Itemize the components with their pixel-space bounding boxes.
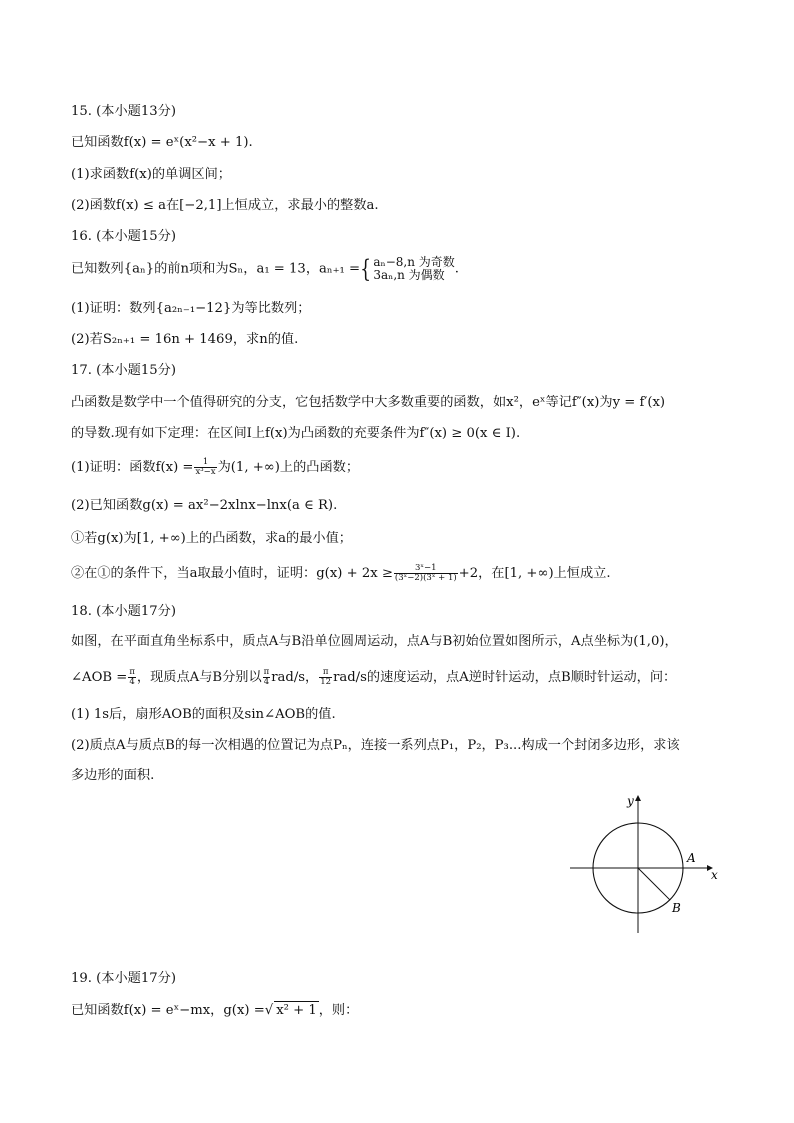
- q17-header: 17. (本小题15分): [71, 363, 176, 378]
- q17-sub2-denominator: (3ˣ−2)(3ˣ + 1): [394, 573, 457, 583]
- q17-part1-tail: 为(1, +∞)上的凸函数；: [217, 460, 360, 475]
- q18-line1: 如图，在平面直角坐标系中，质点A与B沿单位圆周运动，点A与B初始位置如图所示，A点坐标为(1,0)，: [71, 634, 678, 649]
- q19-stem: 已知函数f(x) = eˣ−mx，g(x) =√ x² + 1 ，则：: [71, 1003, 359, 1018]
- q18-angle-den: 4: [129, 677, 135, 687]
- q15-stem: 已知函数f(x) = eˣ(x²−x + 1).: [71, 135, 253, 150]
- y-axis-label: y: [627, 794, 634, 808]
- q18-speed-b-fraction: [319, 668, 332, 687]
- q18-part2-line2: 多边形的面积.: [71, 768, 155, 783]
- q17-part1-text: (1)证明：函数f(x) =: [71, 460, 194, 475]
- q16-case-odd: aₙ−8,n 为奇数: [373, 255, 455, 269]
- q16-stem-text: 已知数列{aₙ}的前n项和为Sₙ，a₁ = 13，aₙ₊₁ =: [71, 261, 361, 277]
- q18-unit-a: rad/s，: [271, 670, 319, 685]
- q16-part2: (2)若S₂ₙ₊₁ = 16n + 1469，求n的值.: [71, 332, 299, 347]
- q18-part2-line1: (2)质点A与质点B的每一次相遇的位置记为点Pₙ，连接一系列点P₁，P₂，P₃...构成一个封闭多边形，求该: [71, 738, 680, 753]
- q15-part1: (1)求函数f(x)的单调区间；: [71, 167, 231, 182]
- q17-part1-numerator: 1: [194, 458, 216, 468]
- q17-part1-fraction: [194, 458, 216, 477]
- q18-part1: (1) 1s后，扇形AOB的面积及sin∠AOB的值.: [71, 707, 336, 722]
- q15-part2: (2)函数f(x) ≤ a在[−2,1]上恒成立，求最小的整数a.: [71, 198, 379, 213]
- q18-speed-a-num: π: [263, 667, 270, 677]
- q17-sub2-tail: +2，在[1, +∞)上恒成立.: [458, 566, 611, 581]
- q17-sub2-fraction: [394, 564, 458, 583]
- q18-speed-a-den: 4: [263, 677, 270, 687]
- q17-part1: [71, 458, 359, 477]
- q17-sub1: ①若g(x)为[1, +∞)上的凸函数，求a的最小值；: [71, 531, 352, 546]
- q17-sub2-text: ②在①的条件下，当a取最小值时，证明：g(x) + 2x ≥: [71, 566, 393, 581]
- q16-stem: [71, 256, 459, 282]
- q18-angle-num: π: [129, 667, 135, 677]
- q18-speed-b-den: 12: [320, 677, 332, 687]
- segment-ob: [638, 868, 670, 900]
- q19-stem-text: 已知函数f(x) = eˣ−mx，g(x) =: [71, 1003, 265, 1018]
- q17-part2: (2)已知函数g(x) = ax²−2xlnx−lnx(a ∈ R).: [71, 498, 338, 513]
- q18-speed-text: ，现质点A与B分别以: [136, 670, 262, 685]
- q19-header: 19. (本小题17分): [71, 971, 176, 986]
- q18-speed-b-num: π: [319, 668, 332, 678]
- q17-intro-line2: 的导数.现有如下定理：在区间I上f(x)为凸函数的充要条件为f″(x) ≥ 0(x ∈ I).: [71, 426, 521, 441]
- x-axis-label: x: [711, 868, 718, 882]
- q18-angle-fraction: [128, 668, 136, 687]
- point-b-label: B: [672, 901, 681, 915]
- q18-line2-tail: rad/s的速度运动，点A逆时针运动，点B顺时针运动，问：: [333, 670, 677, 685]
- q18-speed-a-fraction: [263, 668, 271, 687]
- q17-sub2-numerator: 3ˣ−1: [394, 564, 458, 574]
- q16-cases: [373, 256, 454, 282]
- q16-stem-end: .: [454, 261, 459, 277]
- q16-part1: (1)证明：数列{a₂ₙ₋₁−12}为等比数列；: [71, 301, 311, 316]
- q16-header: 16. (本小题15分): [71, 229, 176, 244]
- q18-angle-text: ∠AOB =: [71, 670, 128, 685]
- q19-stem-tail: ，则：: [318, 1003, 359, 1018]
- q18-unit-circle-figure: [565, 790, 730, 940]
- q19-sqrt: x² + 1: [276, 1003, 317, 1018]
- q17-part1-denominator: x³−x: [195, 467, 216, 477]
- q17-sub2: [71, 564, 611, 583]
- q17-intro-line1: 凸函数是数学中一个值得研究的分支，它包括数学中大多数重要的函数，如x²，eˣ等记f″(x)为y = f′(x): [71, 395, 666, 410]
- q16-brace: {: [360, 255, 372, 283]
- q18-line2: [71, 668, 676, 687]
- q15-header: 15. (本小题13分): [71, 104, 176, 119]
- point-a-label: A: [687, 851, 696, 865]
- q16-case-even: 3aₙ,n 为偶数: [373, 268, 445, 282]
- q18-header: 18. (本小题17分): [71, 604, 176, 619]
